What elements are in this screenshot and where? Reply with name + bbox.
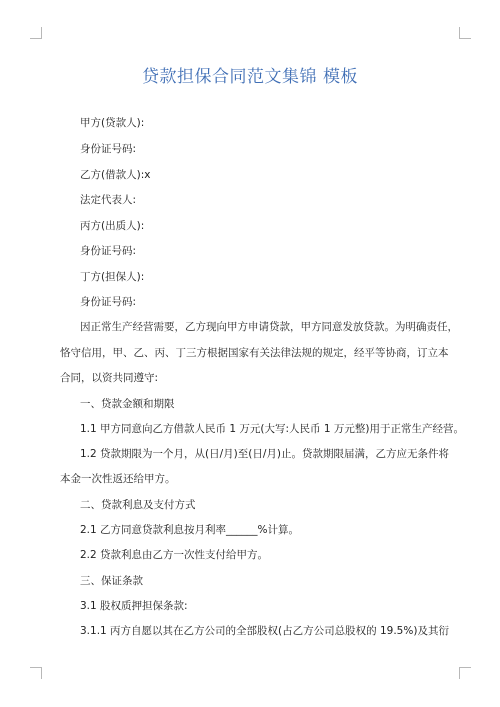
party-d-line: 丁方(担保人): xyxy=(80,271,145,283)
preamble-line: 合同，以资共同遵守: xyxy=(60,372,159,384)
corner-mark-bottom-left xyxy=(30,667,42,679)
section-heading: 二、贷款利息及支付方式 xyxy=(80,499,196,511)
clause-line: 2.2 贷款利息由乙方一次性支付给甲方。 xyxy=(80,549,269,561)
document-title: 贷款担保合同范文集锦 模板 xyxy=(142,67,358,87)
id-number-line: 身份证号码: xyxy=(80,245,137,257)
clause-line: 2.1 乙方同意贷款利息按月利率______%计算。 xyxy=(80,524,300,536)
corner-mark-top-left xyxy=(30,27,42,39)
corner-mark-bottom-right xyxy=(459,667,471,679)
corner-mark-top-right xyxy=(459,27,471,39)
legal-rep-line: 法定代表人: xyxy=(80,194,137,206)
section-heading: 一、贷款金额和期限 xyxy=(80,398,175,410)
clause-line: 3.1 股权质押担保条款: xyxy=(80,600,188,612)
clause-line: 1.1 甲方同意向乙方借款人民币 1 万元(大写:人民币 1 万元整)用于正常生产经营。 xyxy=(80,423,464,435)
preamble-line: 恪守信用，甲、乙、丙、丁三方根据国家有关法律法规的规定，经平等协商，订立本 xyxy=(60,347,449,359)
id-number-line: 身份证号码: xyxy=(80,296,137,308)
party-c-line: 丙方(出质人): xyxy=(80,220,145,232)
clause-line: 本金一次性返还给甲方。 xyxy=(60,473,176,485)
id-number-line: 身份证号码: xyxy=(80,143,137,155)
clause-line: 3.1.1 丙方自愿以其在乙方公司的全部股权(占乙方公司总股权的 19.5%)及其衍 xyxy=(80,625,449,637)
clause-line: 1.2 贷款期限为一个月，从(日/月)至(日/月)止。贷款期限届满，乙方应无条件将 xyxy=(80,448,449,460)
section-heading: 三、保证条款 xyxy=(80,575,143,587)
party-a-line: 甲方(贷款人): xyxy=(80,117,145,129)
preamble-line: 因正常生产经营需要，乙方现向甲方申请贷款，甲方同意发放贷款。为明确责任， xyxy=(80,321,458,333)
party-b-line: 乙方(借款人):x xyxy=(80,169,151,181)
